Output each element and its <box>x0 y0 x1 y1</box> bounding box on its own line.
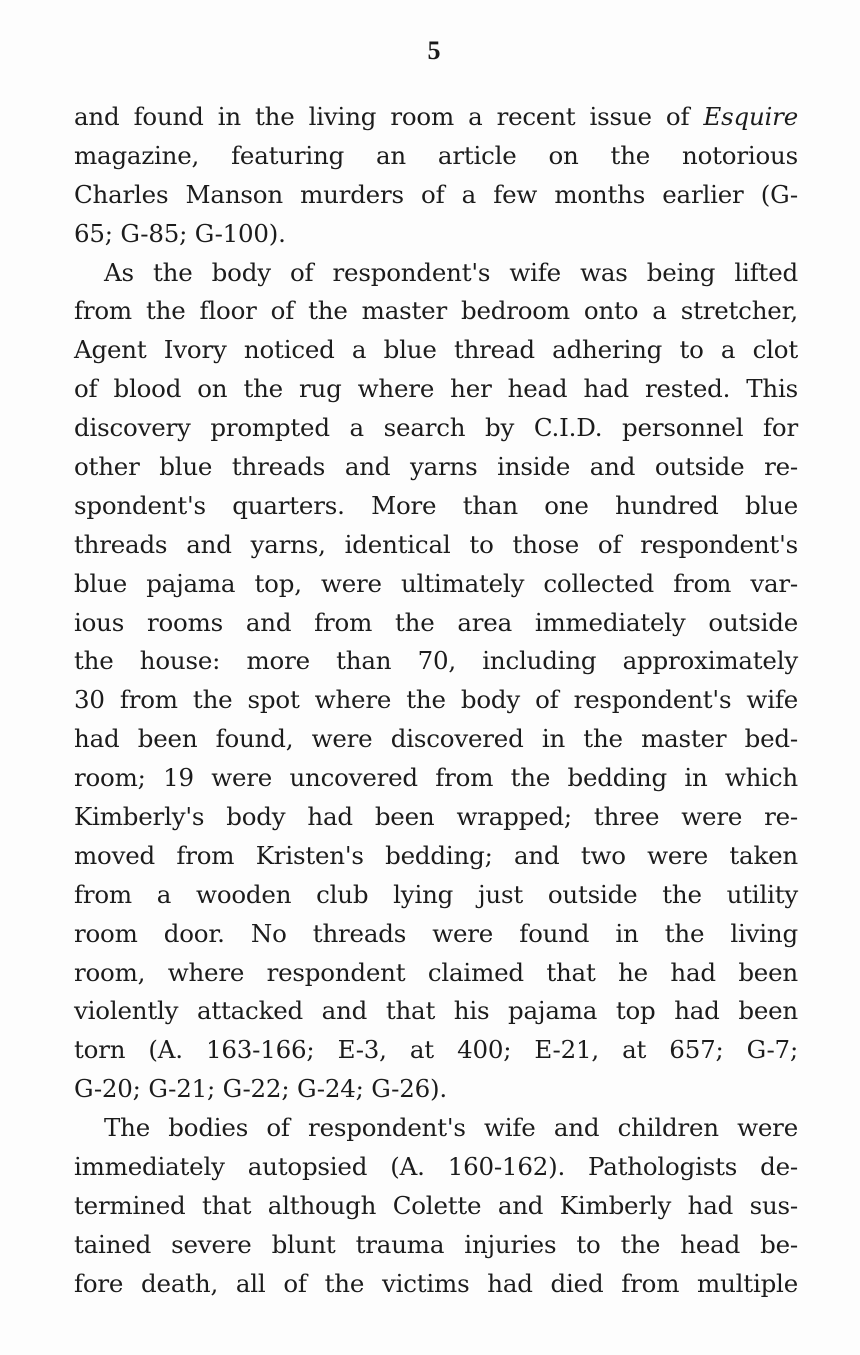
italic-title: Esquire <box>703 102 798 131</box>
text-line: room, where respondent claimed that he had been <box>74 957 798 987</box>
text-line: torn (A. 163-166; E-3, at 400; E-21, at 657; G-7; <box>74 1035 798 1065</box>
paragraph-2 <box>74 254 798 1110</box>
text-line: Kimberly's body had been wrapped; three were re- <box>74 802 798 832</box>
page-number: 5 <box>427 36 441 65</box>
text-line: had been found, were discovered in the master bed- <box>74 724 798 754</box>
text-line: Agent Ivory noticed a blue thread adhering to a clot <box>74 335 798 365</box>
text-line: room door. No threads were found in the living <box>74 918 798 948</box>
text-line: the house: more than 70, including approximately <box>74 646 798 676</box>
text-line: blue pajama top, were ultimately collected from var- <box>74 568 798 598</box>
text-line: tained severe blunt trauma injuries to the head be- <box>74 1229 798 1259</box>
text-line: discovery prompted a search by C.I.D. personnel for <box>74 413 798 443</box>
text-line: As the body of respondent's wife was being lifted <box>104 257 798 287</box>
text-line: of blood on the rug where her head had rested. This <box>74 374 798 404</box>
text-line: other blue threads and yarns inside and outside re- <box>74 452 798 482</box>
text-line: from the floor of the master bedroom onto a stretcher, <box>74 296 798 326</box>
text-line: threads and yarns, identical to those of respondent's <box>74 529 798 559</box>
text-line: termined that although Colette and Kimberly had sus- <box>74 1190 798 1220</box>
text-line: immediately autopsied (A. 160-162). Pathologists de- <box>74 1152 798 1182</box>
paragraph-3 <box>74 1109 798 1303</box>
text-line: moved from Kristen's bedding; and two were taken <box>74 840 798 870</box>
text-line: spondent's quarters. More than one hundred blue <box>74 490 798 520</box>
text-line: and found in the living room a recent issue of Esquire <box>74 102 798 131</box>
text-line: 65; G-85; G-100). <box>74 218 286 248</box>
body-text <box>74 98 798 1304</box>
text-line: fore death, all of the victims had died from multiple <box>74 1268 798 1298</box>
text-line: violently attacked and that his pajama top had been <box>74 996 798 1026</box>
text-line: room; 19 were uncovered from the bedding in which <box>74 763 798 793</box>
paragraph-1 <box>74 98 798 254</box>
text-line: ious rooms and from the area immediately outside <box>74 607 798 637</box>
text-line: 30 from the spot where the body of respondent's wife <box>74 685 798 715</box>
text-line: from a wooden club lying just outside the utility <box>74 879 798 909</box>
text-line: Charles Manson murders of a few months earlier (G- <box>74 179 798 209</box>
text-line: magazine, featuring an article on the notorious <box>74 140 798 170</box>
text-line: The bodies of respondent's wife and children were <box>104 1113 798 1143</box>
text-line: G-20; G-21; G-22; G-24; G-26). <box>74 1074 447 1104</box>
